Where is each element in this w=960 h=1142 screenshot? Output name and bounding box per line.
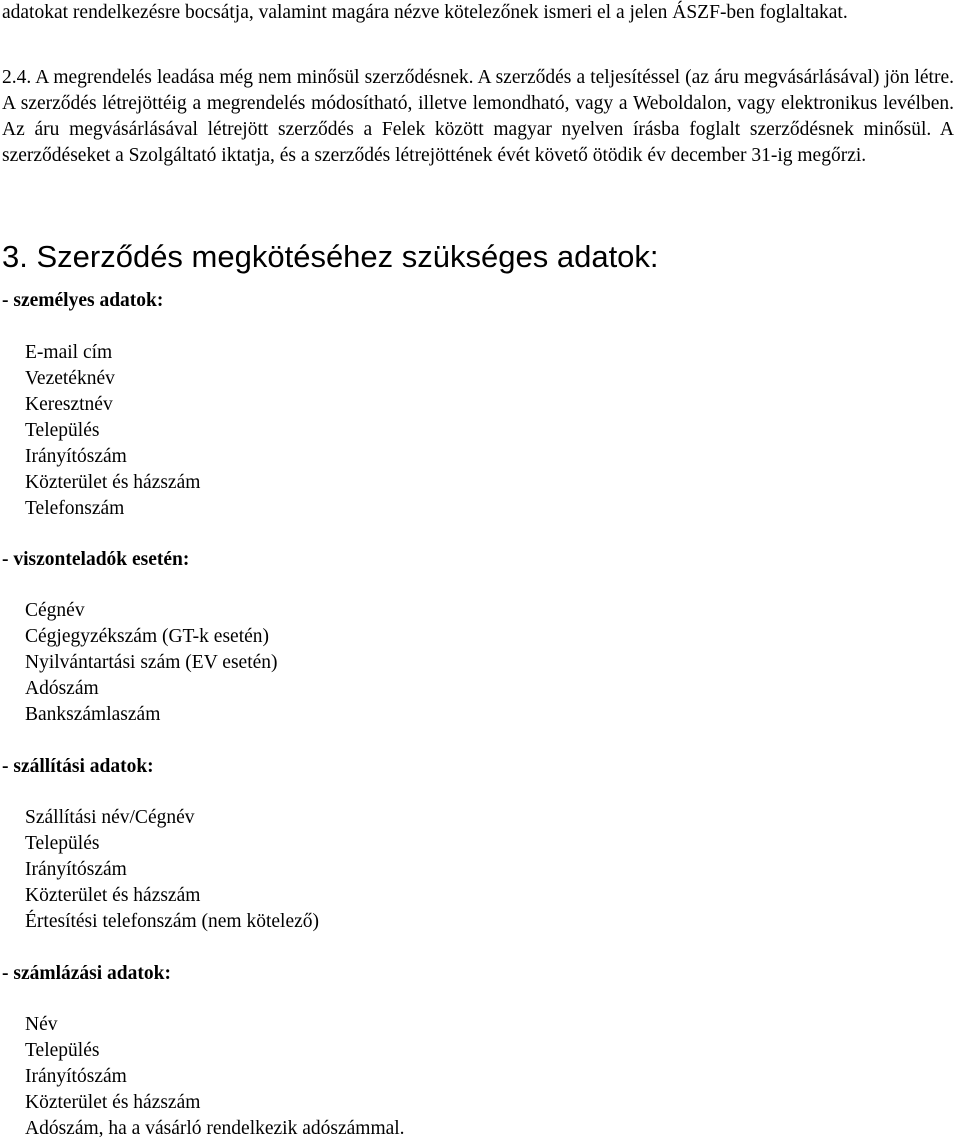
personal-data-list: [25, 340, 200, 522]
personal-data-title: - személyes adatok:: [2, 290, 164, 311]
list-item: Adószám, ha a vásárló rendelkezik adószámmal.: [25, 1118, 405, 1139]
list-item: Név: [25, 1014, 58, 1035]
list-item: Cégjegyzékszám (GT-k esetén): [25, 626, 270, 647]
list-item: E-mail cím: [25, 342, 113, 363]
list-item: Közterület és házszám: [25, 1092, 201, 1113]
list-item: Közterület és házszám: [25, 472, 201, 493]
list-item: Település: [25, 420, 100, 441]
list-item: Közterület és házszám: [25, 885, 201, 906]
list-item: Nyilvántartási szám (EV esetén): [25, 652, 278, 673]
shipping-data-list: [25, 805, 319, 935]
list-item: Telefonszám: [25, 498, 125, 519]
list-item: Keresztnév: [25, 394, 113, 415]
list-item: Értesítési telefonszám (nem kötelező): [25, 911, 320, 932]
list-item: Irányítószám: [25, 1066, 127, 1087]
billing-data-list: [25, 1012, 405, 1142]
reseller-data-list: [25, 598, 278, 728]
billing-data-title: - számlázási adatok:: [2, 963, 171, 984]
section-heading: 3. Szerződés megkötéséhez szükséges adatok:: [2, 239, 659, 274]
list-item: Irányítószám: [25, 446, 127, 467]
list-item: Település: [25, 833, 100, 854]
list-item: Vezetéknév: [25, 368, 115, 389]
list-item: Adószám: [25, 678, 99, 699]
list-item: Szállítási név/Cégnév: [25, 807, 195, 828]
reseller-data-title: - viszonteladók esetén:: [2, 549, 190, 570]
list-item: Cégnév: [25, 600, 85, 621]
shipping-data-title: - szállítási adatok:: [2, 756, 154, 777]
intro-paragraph: adatokat rendelkezésre bocsátja, valamint magára nézve kötelezőnek ismeri el a jelen ÁSZF-ben foglaltakat.: [2, 2, 848, 23]
list-item: Bankszámlaszám: [25, 704, 161, 725]
list-item: Irányítószám: [25, 859, 127, 880]
clause-2-4-paragraph: 2.4. A megrendelés leadása még nem minősül szerződésnek. A szerződés a teljesítéssel (az áru megvásárlásával) jön létre. A szerződés létrejöttéig a megrendelés módosítható, illetve lemondható, vagy a Weboldalon, vagy elektronikus levélben. Az áru megvásárlásával létrejött szerződés a Felek között magyar nyelven írásba foglalt szerződésnek minősül. A szerződéseket a Szolgáltató iktatja, és a szerződés létrejöttének évét követő ötödik év december 31-ig megőrzi.: [2, 67, 954, 166]
list-item: Település: [25, 1040, 100, 1061]
